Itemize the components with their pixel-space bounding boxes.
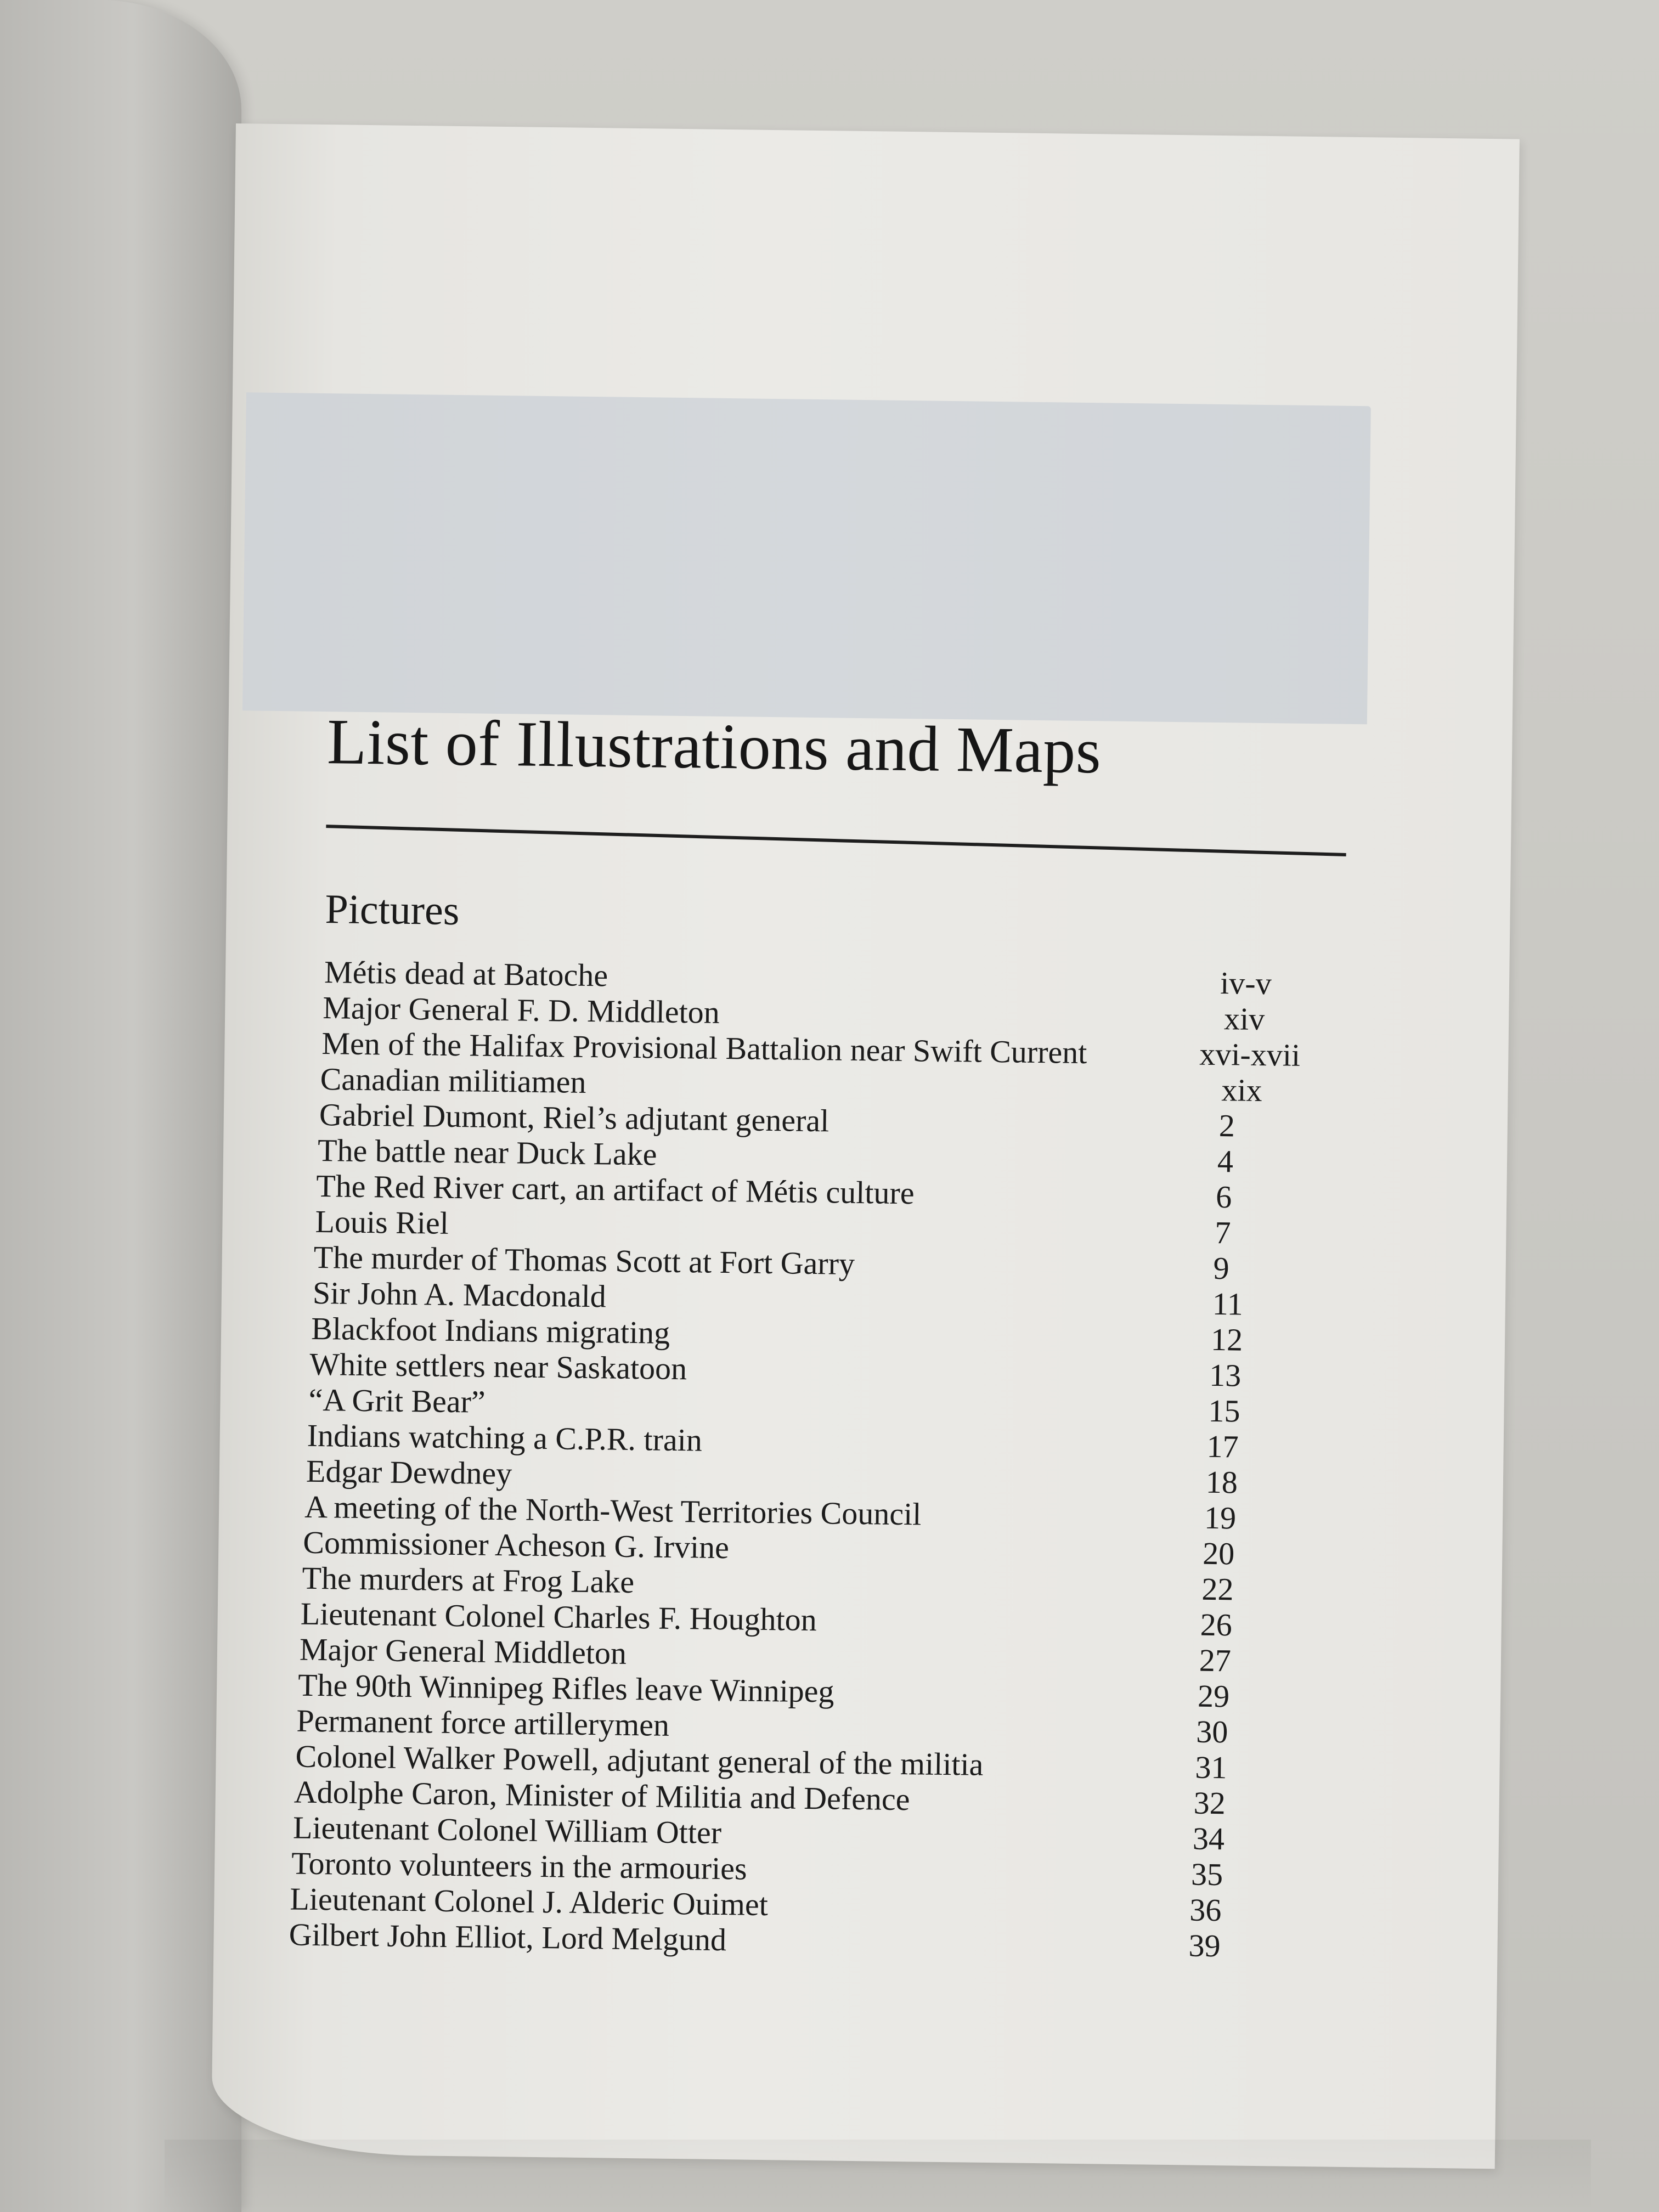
page-number: 34 [1192,1820,1225,1857]
page-number: 15 [1208,1392,1240,1429]
page-number: 6 [1215,1178,1232,1215]
page-number: 17 [1206,1428,1239,1465]
illustration-title: The 90th Winnipeg Rifles leave Winnipeg [297,1667,834,1709]
illustration-title: Indians watching a C.P.R. train [307,1417,703,1458]
page-number: 13 [1209,1357,1242,1393]
illustration-title: Lieutenant Colonel Charles F. Houghton [300,1595,817,1638]
illustration-title: Canadian militiamen [320,1060,586,1100]
page-number: 30 [1195,1713,1228,1750]
illustration-title: The battle near Duck Lake [317,1132,657,1172]
illustration-title: Edgar Dewdney [306,1453,512,1492]
page-number: 4 [1217,1143,1234,1180]
photo-show-through-band [242,392,1371,724]
illustration-title: Métis dead at Batoche [324,953,608,994]
page-number: 35 [1190,1856,1223,1893]
page-number: 18 [1205,1464,1238,1500]
page-number: xvi-xvii [1199,1036,1301,1073]
page-number: iv-v [1220,964,1272,1001]
page-number: 26 [1200,1606,1233,1643]
title-rule-divider [326,825,1346,856]
page-number: 7 [1215,1214,1231,1251]
illustration-title: Gabriel Dumont, Riel’s adjutant general [319,1096,830,1139]
page-number: 2 [1218,1107,1235,1144]
illustration-title: Men of the Halifax Provisional Battalion near Swift Current [321,1025,1087,1070]
illustration-title: The murder of Thomas Scott at Fort Garry [313,1239,855,1282]
illustrations-list-section [289,706,1370,1974]
page-shadow [165,2140,1591,2212]
illustration-title: “A Grit Bear” [308,1381,486,1420]
illustration-title: Lieutenant Colonel William Otter [292,1809,722,1850]
book-page [211,123,1520,2169]
page-number: xiv [1223,1000,1265,1037]
illustration-title: A meeting of the North-West Territories Council [304,1488,922,1532]
page-number: 27 [1199,1642,1232,1679]
illustration-title: Colonel Walker Powell, adjutant general of the militia [295,1738,984,1782]
illustration-title: Gilbert John Elliot, Lord Melgund [289,1916,727,1957]
page-number: 12 [1210,1321,1243,1358]
section-heading: Pictures [325,885,460,934]
illustration-title: The murders at Frog Lake [302,1560,635,1600]
illustration-title: Lieutenant Colonel J. Alderic Ouimet [290,1881,769,1922]
page-number: 19 [1204,1499,1237,1536]
facing-page-left [0,0,241,2212]
illustration-title: Permanent force artillerymen [296,1702,670,1743]
page-number: 32 [1193,1785,1226,1821]
page-number: xix [1221,1071,1263,1108]
illustration-list [289,953,1367,1965]
illustration-title: Louis Riel [315,1203,449,1241]
illustration-title: Sir John A. Macdonald [312,1274,607,1314]
page-title: List of Illustrations and Maps [326,706,1102,787]
illustration-title: Blackfoot Indians migrating [311,1310,670,1351]
page-number: 11 [1212,1285,1244,1322]
page-number: 31 [1195,1749,1227,1786]
illustration-title: Commissioner Acheson G. Irvine [303,1524,730,1565]
illustration-title: Toronto volunteers in the armouries [291,1845,747,1887]
illustration-title: Major General Middleton [299,1631,627,1671]
page-number: 9 [1213,1250,1230,1286]
page-number: 36 [1189,1892,1222,1928]
illustration-title: The Red River cart, an artifact of Métis culture [315,1167,915,1211]
illustration-title: Adolphe Caron, Minister of Militia and Defence [294,1774,910,1818]
illustration-title: Major General F. D. Middleton [322,989,720,1030]
illustration-title: White settlers near Saskatoon [309,1346,687,1387]
page-number: 20 [1202,1535,1235,1572]
page-number: 39 [1188,1927,1221,1963]
page-number: 22 [1201,1571,1234,1607]
page-number: 29 [1197,1678,1230,1714]
